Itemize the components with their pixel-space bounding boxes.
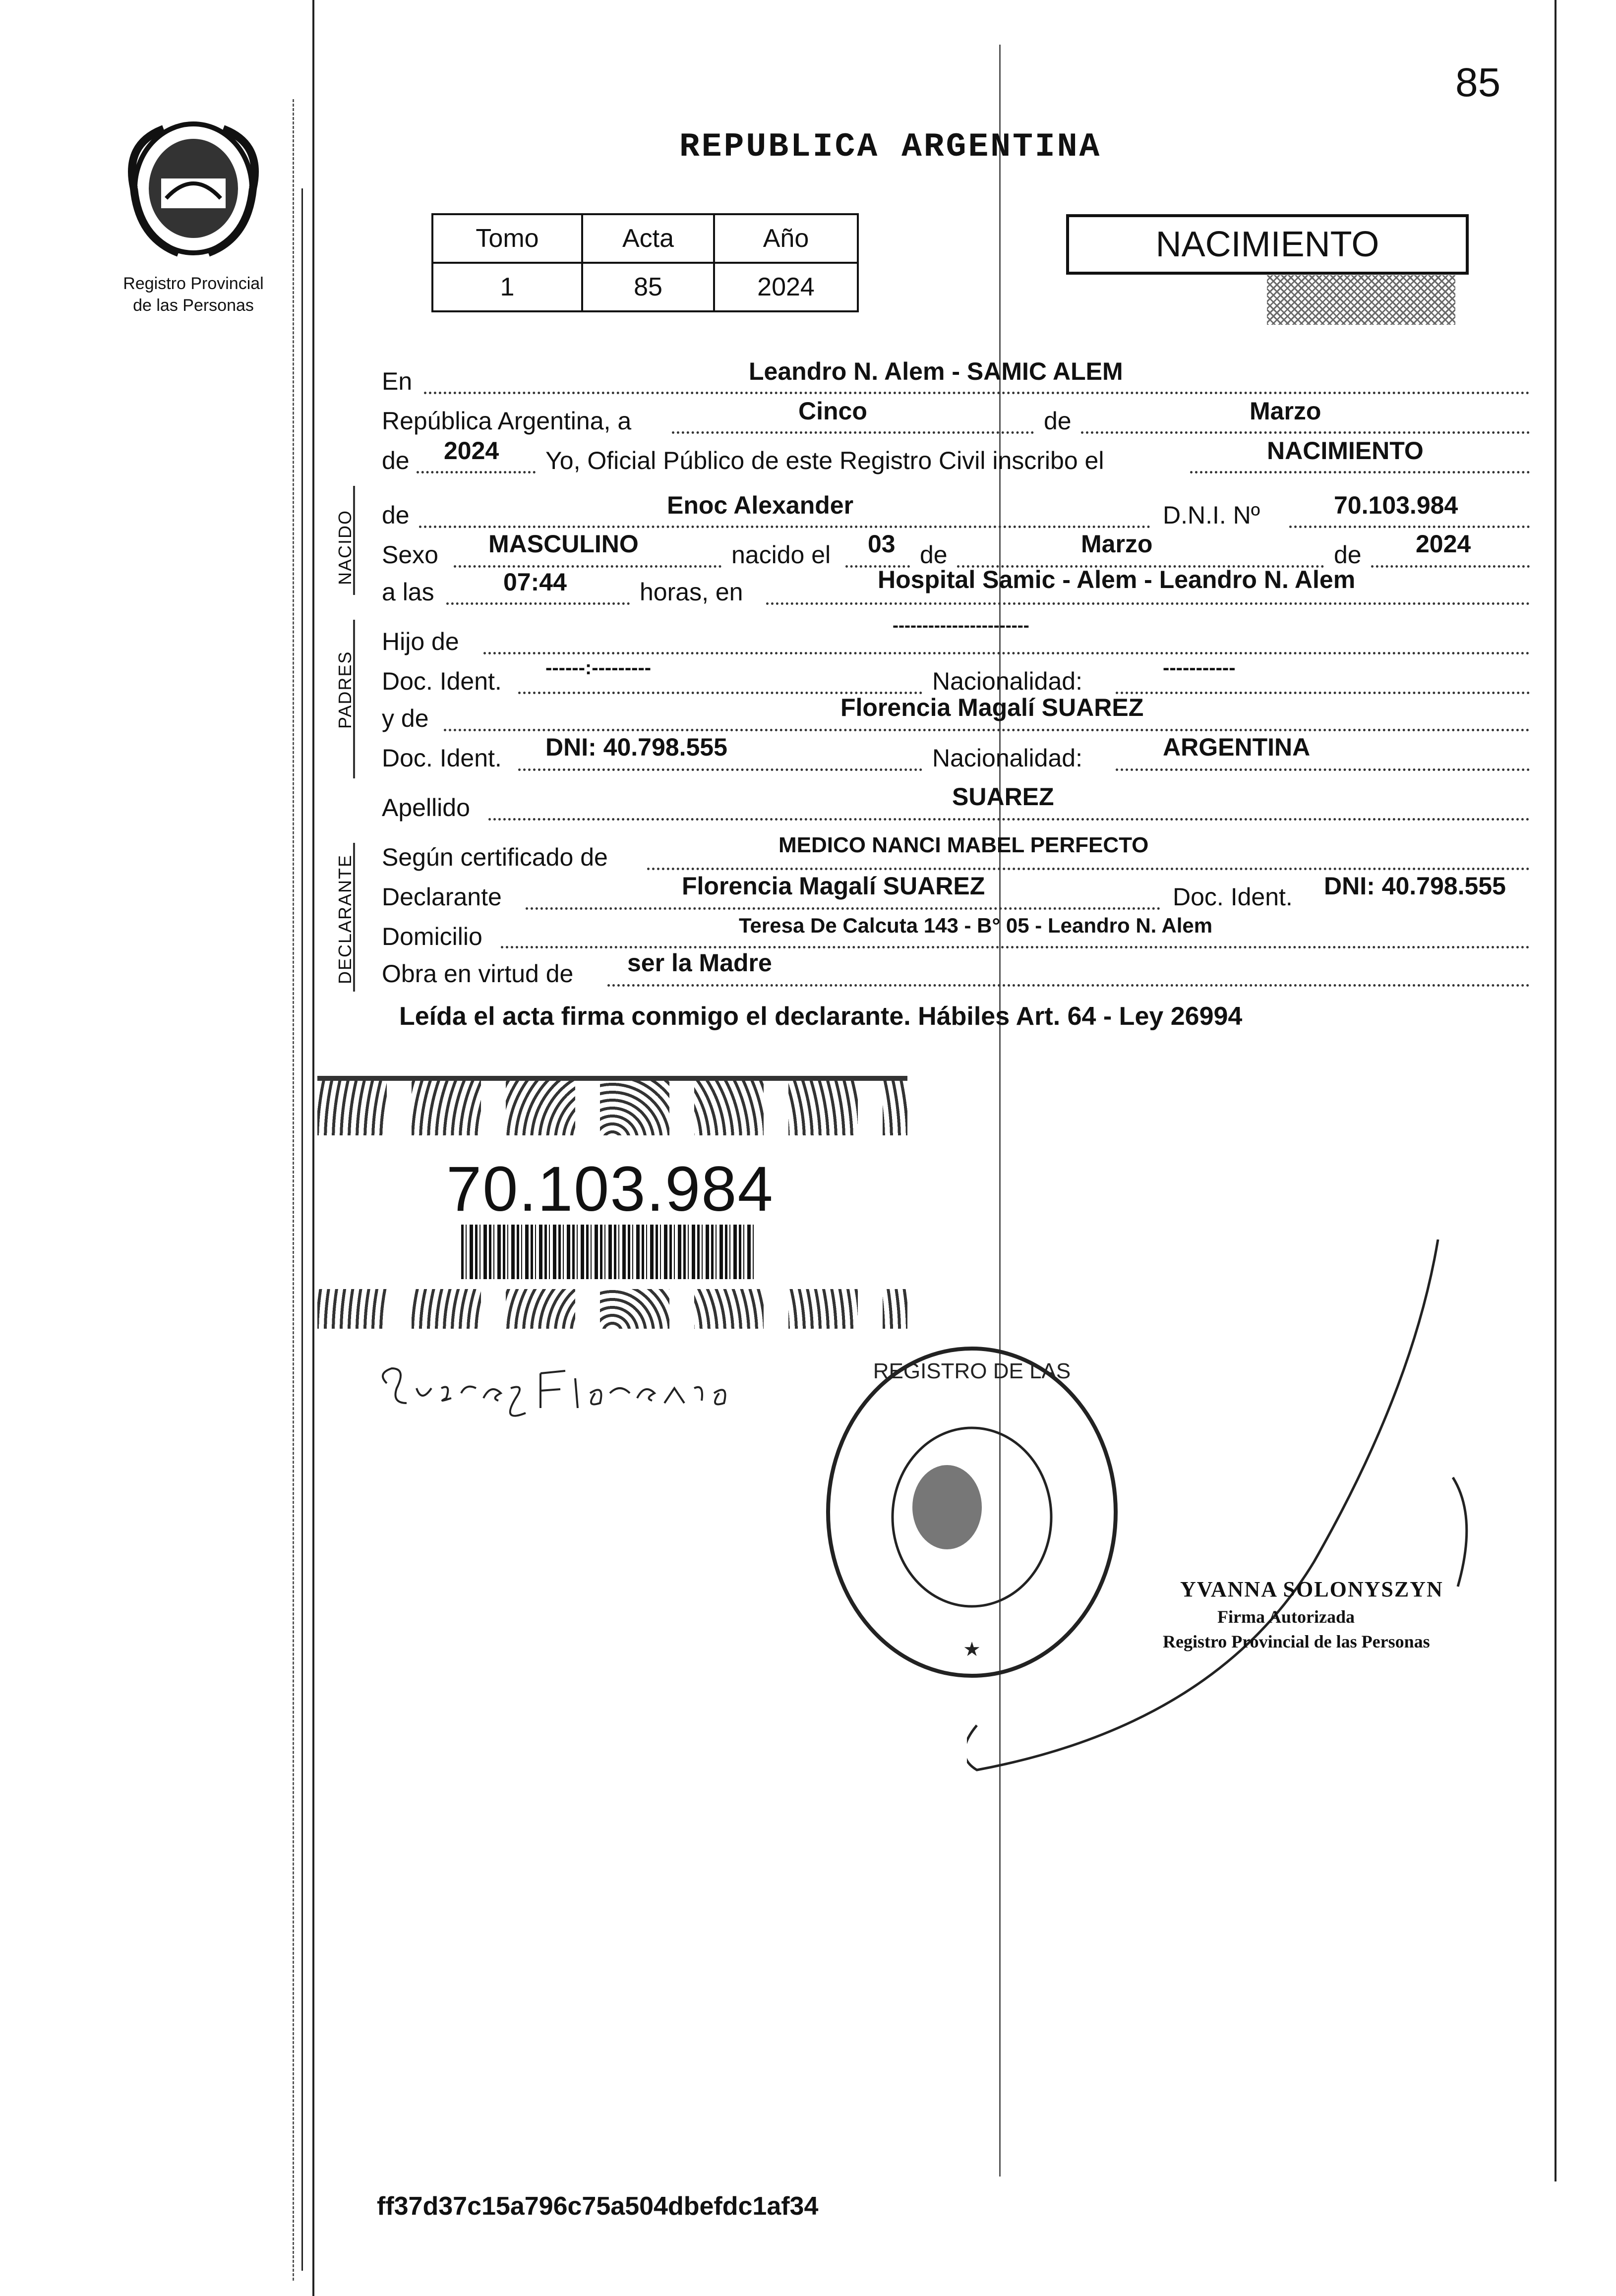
registry-name-line1: Registro Provincial <box>123 274 264 293</box>
page-number: 85 <box>1455 60 1501 105</box>
document-title: REPUBLICA ARGENTINA <box>679 128 1102 166</box>
header-acta: Acta <box>582 214 714 263</box>
label-nacionalidad-father: Nacionalidad: <box>932 667 1082 695</box>
side-label-nacido: NACIDO <box>335 509 355 585</box>
birth-day-value: 03 <box>868 530 896 558</box>
place-value: Leandro N. Alem - SAMIC ALEM <box>749 357 1123 385</box>
dotted-line <box>518 768 922 771</box>
label-de: de <box>1044 407 1072 435</box>
registry-name-line2: de las Personas <box>133 296 254 315</box>
label-nacionalidad-mother: Nacionalidad: <box>932 744 1082 772</box>
barcode-number: 70.103.984 <box>446 1154 774 1225</box>
label-hijo-de: Hijo de <box>382 628 459 655</box>
label-dni: D.N.I. Nº <box>1163 501 1260 529</box>
label-apellido: Apellido <box>382 794 470 822</box>
child-name-value: Enoc Alexander <box>667 491 854 519</box>
oficial-text: Yo, Oficial Público de este Registro Civil inscribo el <box>545 447 1104 474</box>
security-hatch-pattern <box>1267 275 1455 325</box>
dotted-line <box>1371 565 1530 568</box>
dotted-line <box>526 907 1160 910</box>
dotted-line <box>1081 431 1530 434</box>
security-band-bottom <box>317 1289 907 1329</box>
child-dni-value: 70.103.984 <box>1334 491 1458 519</box>
label-nacido-el: nacido el <box>731 541 831 569</box>
sex-value: MASCULINO <box>488 530 639 558</box>
label-de-year: de <box>382 447 410 474</box>
authority-office: Registro Provincial de las Personas <box>1163 1632 1430 1651</box>
registry-name <box>92 273 295 316</box>
header-anio: Año <box>714 214 858 263</box>
dotted-line <box>1116 768 1530 771</box>
dotted-line <box>444 729 1530 731</box>
record-type-box: NACIMIENTO <box>1066 214 1469 275</box>
left-margin-line <box>312 0 314 2296</box>
label-de-birth-month: de <box>920 541 948 569</box>
authority-name: YVANNA SOLONYSZYN <box>1180 1577 1443 1601</box>
dotted-line <box>488 818 1530 821</box>
dotted-line <box>647 868 1530 870</box>
value-tomo: 1 <box>432 263 582 311</box>
mother-doc-value: DNI: 40.798.555 <box>545 733 727 761</box>
security-band-top <box>317 1076 907 1135</box>
dotted-line <box>1116 692 1530 694</box>
mother-name-value: Florencia Magalí SUAREZ <box>840 694 1144 721</box>
left-dashed-line <box>293 99 294 2281</box>
birth-month-value: Marzo <box>1081 530 1153 558</box>
label-republica: República Argentina, a <box>382 407 632 435</box>
birth-year-value: 2024 <box>1416 530 1471 558</box>
address-value: Teresa De Calcuta 143 - B° 05 - Leandro N. Alem <box>739 914 1213 937</box>
label-de-birth-year: de <box>1334 541 1362 569</box>
handwritten-signature <box>377 1354 783 1428</box>
obra-value: ser la Madre <box>627 949 772 977</box>
label-obra: Obra en virtud de <box>382 960 574 988</box>
surname-value: SUAREZ <box>952 783 1054 811</box>
dotted-line <box>766 602 1530 605</box>
dotted-line <box>672 431 1034 434</box>
label-y-de: y de <box>382 705 429 732</box>
dotted-line <box>417 471 536 473</box>
dotted-line <box>1190 471 1530 473</box>
label-segun: Según certificado de <box>382 843 608 871</box>
day-words-value: Cinco <box>798 397 867 425</box>
svg-text:★: ★ <box>963 1639 981 1660</box>
label-sexo: Sexo <box>382 541 438 569</box>
label-declarante: Declarante <box>382 883 502 911</box>
dotted-line <box>419 526 1150 528</box>
province-seal-logo <box>119 114 268 263</box>
label-de-name: de <box>382 501 410 529</box>
header-tomo: Tomo <box>432 214 582 263</box>
father-nationality-value: ----------- <box>1163 657 1236 679</box>
label-domicilio: Domicilio <box>382 923 482 950</box>
mother-nationality-value: ARGENTINA <box>1163 733 1311 761</box>
left-margin-line-2 <box>301 188 303 2271</box>
document-hash: ff37d37c15a796c75a504dbefdc1af34 <box>377 2192 819 2221</box>
svg-text:REGISTRO DE LAS: REGISTRO DE LAS <box>873 1359 1071 1383</box>
side-label-padres: PADRES <box>335 650 355 729</box>
right-margin-line <box>1555 0 1556 2181</box>
label-doc-ident-declarant: Doc. Ident. <box>1173 883 1293 911</box>
barcode <box>461 1225 754 1279</box>
dotted-line <box>424 392 1530 394</box>
label-horas-en: horas, en <box>640 578 743 606</box>
label-doc-ident-mother: Doc. Ident. <box>382 744 502 772</box>
certificate-value: MEDICO NANCI MABEL PERFECTO <box>778 833 1149 857</box>
father-doc-value: ------:--------- <box>545 657 652 679</box>
dotted-line <box>446 602 630 605</box>
value-anio: 2024 <box>714 263 858 311</box>
dotted-line <box>607 984 1530 987</box>
authority-role: Firma Autorizada <box>1217 1607 1355 1627</box>
official-signature <box>967 1239 1512 1834</box>
act-kind-value: NACIMIENTO <box>1267 437 1424 465</box>
side-label-declarante: DECLARANTE <box>335 854 355 984</box>
record-table <box>431 213 859 312</box>
label-a-las: a las <box>382 578 434 606</box>
father-name-value: ----------------------- <box>893 615 1029 635</box>
value-acta: 85 <box>582 263 714 311</box>
label-en: En <box>382 367 413 395</box>
declarant-name-value: Florencia Magalí SUAREZ <box>682 872 985 900</box>
declarant-doc-value: DNI: 40.798.555 <box>1324 872 1506 900</box>
dotted-line <box>454 565 721 568</box>
birth-time-value: 07:44 <box>503 568 567 596</box>
dotted-line <box>1289 526 1530 528</box>
month-value: Marzo <box>1250 397 1321 425</box>
dotted-line <box>483 652 1530 654</box>
birth-place-value: Hospital Samic - Alem - Leandro N. Alem <box>878 566 1356 593</box>
closing-statement: Leída el acta firma conmigo el declarante. Hábiles Art. 64 - Ley 26994 <box>399 1002 1243 1031</box>
label-doc-ident-father: Doc. Ident. <box>382 667 502 695</box>
year-value: 2024 <box>444 437 499 465</box>
